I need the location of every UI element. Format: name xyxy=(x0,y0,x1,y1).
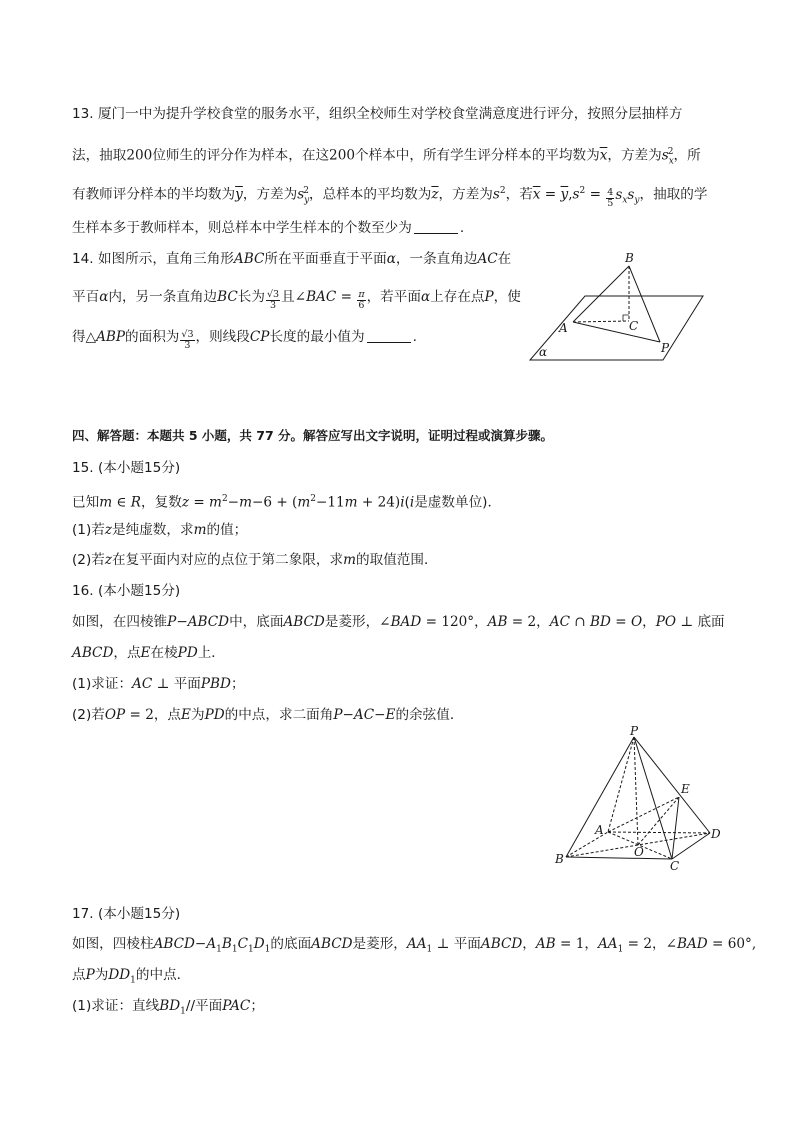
q14-line3: 得△ABP的面积为 $\frac{√3}{3}$ ，则线段CP长度的最小值为 . xyxy=(72,329,417,351)
plane-alpha xyxy=(530,296,703,360)
q16-line2: ABCD，点E在棱PD上． xyxy=(72,645,225,661)
label-D: D xyxy=(711,827,721,841)
q15-line1: 已知m ∈ R，复数$z = m^2-m-6 + (m^2-11m + 24)i(i$是虚数单位)． xyxy=(72,494,502,511)
q15-title: 15. (本小题15分) xyxy=(72,460,181,476)
q13-line4: 生样本多于教师样本，则总样本中学生样本的个数至少为 . xyxy=(72,220,465,236)
q16-title: 16. (本小题15分) xyxy=(72,583,181,599)
label-O: O xyxy=(634,845,644,859)
label-B: B xyxy=(555,852,564,866)
q17-part1: (1)求证：直线$BD_1//$平面PAC； xyxy=(72,998,264,1017)
q13-line2: 法，抽取200位师生的评分作为样本，在这200个样本中，所有学生评分样本的平均数为$\overline{x}$，方差为$s_x^2$，所 xyxy=(72,147,701,167)
q14-line1: 14. 如图所示，直角三角形ABC所在平面垂直于平面α，一条直角边AC在 xyxy=(72,251,512,267)
label-C: C xyxy=(629,319,639,333)
label-A: A xyxy=(559,321,568,335)
answer-blank[interactable] xyxy=(414,219,458,234)
q16-part1: (1)求证：AC ⊥ 平面PBD； xyxy=(72,676,245,692)
q17-title: 17. (本小题15分) xyxy=(72,906,181,922)
q16-part2: (2)若OP = 2，点E为PD的中点，求二面角P−AC−E的余弦值． xyxy=(72,707,464,723)
section4-heading: 四、解答题：本题共 5 小题，共 77 分。解答应写出文字说明，证明过程或演算步骤。 xyxy=(72,428,554,443)
label-E: E xyxy=(681,782,690,796)
answer-blank[interactable] xyxy=(367,328,411,343)
label-P: P xyxy=(661,341,670,355)
label-B: B xyxy=(625,251,634,265)
figure-q14-plane-triangle xyxy=(525,250,705,365)
q13-line1: 13. 厦门一中为提升学校食堂的服务水平，组织全校师生对学校食堂满意度进行评分，按照分层抽样方 xyxy=(72,106,683,122)
label-P: P xyxy=(630,725,639,738)
q17-line2: 点P为$DD_1$的中点． xyxy=(72,967,191,986)
figure-q16-pyramid xyxy=(550,725,730,875)
q13-line3: 有教师评分样本的半均数为$\overline{y}$，方差为$s_y^2$，总样本的平均数为$\overline{z}$，方差为$s^2$，若$\overline{x} = \overline{y},s^2$ = $\frac{4}{5}$ $s_xs_y$，抽取的学 xyxy=(72,186,708,209)
q16-line1: 如图，在四棱锥P−ABCD中，底面ABCD是菱形，∠BAD = 120°，AB = 2，AC ∩ BD = O，PO ⊥ 底面 xyxy=(72,614,725,630)
label-alpha: α xyxy=(539,345,548,359)
label-C: C xyxy=(670,859,680,873)
q17-line1: 如图，四棱柱$ABCD-A_1B_1C_1D_1$的底面ABCD是菱形，$AA_1$ ⊥ 平面ABCD，AB = 1，$AA_1 = 2$，∠BAD = 60°, xyxy=(72,936,757,955)
q14-line2: 平百α内，另一条直角边BC长为 $\frac{√3}{3}$ 且∠BAC = $\frac{\pi}{6}$ ，若平面α上存在点P，使 xyxy=(72,289,521,311)
label-A: A xyxy=(595,823,604,837)
q15-part1: (1)若z是纯虚数，求m的值； xyxy=(72,522,248,538)
q15-part2: (2)若z在复平面内对应的点位于第二象限，求m的取值范围． xyxy=(72,552,438,568)
